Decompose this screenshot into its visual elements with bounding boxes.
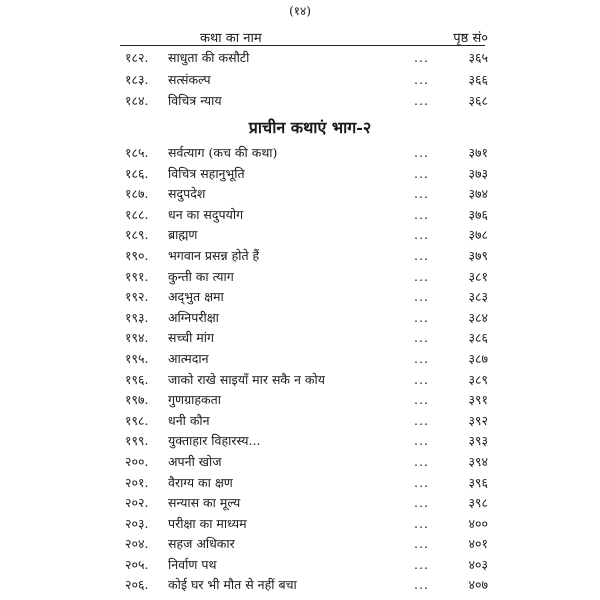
entry-leader-dots: ... xyxy=(414,93,429,108)
entry-number: २०१. xyxy=(125,474,149,490)
contents-entry xyxy=(0,47,600,69)
entry-number: १९८. xyxy=(125,412,149,428)
entry-title: वैराग्य का क्षण xyxy=(168,474,233,490)
contents-entry xyxy=(0,473,600,494)
contents-entry xyxy=(0,493,600,514)
entry-page-number: ३९४ xyxy=(468,453,488,469)
entry-leader-dots: ... xyxy=(414,165,429,181)
contents-list-main xyxy=(0,143,600,596)
entry-number: १८९. xyxy=(125,227,149,243)
entry-leader-dots: ... xyxy=(414,227,429,243)
entry-title: निर्वाण पथ xyxy=(168,556,217,572)
entry-number: २००. xyxy=(125,453,149,469)
entry-number: १८७. xyxy=(125,186,149,202)
entry-title: आत्मदान xyxy=(168,350,209,366)
contents-entry xyxy=(0,555,600,576)
entry-leader-dots: ... xyxy=(414,412,429,428)
entry-title: कुन्ती का त्याग xyxy=(168,268,234,284)
entry-leader-dots: ... xyxy=(414,330,429,346)
entry-page-number: ३८१ xyxy=(468,268,488,284)
entry-title: सर्वत्याग (कच की कथा) xyxy=(168,145,278,160)
entry-leader-dots: ... xyxy=(414,433,429,449)
entry-leader-dots: ... xyxy=(414,206,429,222)
entry-number: १९५. xyxy=(125,350,149,366)
entry-leader-dots: ... xyxy=(414,350,429,366)
contents-entry xyxy=(0,69,600,91)
contents-entry xyxy=(0,514,600,535)
contents-entry xyxy=(0,370,600,391)
entry-title: साधुता की कसौटी xyxy=(168,50,250,65)
entry-page-number: ३८६ xyxy=(468,330,488,346)
header-rule xyxy=(120,45,485,46)
entry-number: १८२. xyxy=(125,50,149,65)
entry-title: अग्निपरीक्षा xyxy=(168,309,219,325)
entry-title: धनी कौन xyxy=(168,412,210,428)
entry-number: १९६. xyxy=(125,371,149,387)
entry-number: १९९. xyxy=(125,433,149,449)
entry-title: विचित्र सहानुभूति xyxy=(168,165,245,181)
entry-page-number: ३९१ xyxy=(468,392,488,408)
entry-page-number: ३८३ xyxy=(468,289,488,305)
entry-number: १९७. xyxy=(125,392,149,408)
entry-page-number: ४०३ xyxy=(468,556,488,572)
entry-leader-dots: ... xyxy=(414,453,429,469)
entry-leader-dots: ... xyxy=(414,474,429,490)
entry-number: २०५. xyxy=(125,556,149,572)
contents-entry xyxy=(0,390,600,411)
header-page-number: पृष्ठ सं० xyxy=(453,31,488,46)
entry-title: ब्राह्मण xyxy=(168,227,198,243)
entry-page-number: ३६८ xyxy=(468,93,488,108)
entry-page-number: ४०७ xyxy=(468,577,488,593)
entry-leader-dots: ... xyxy=(414,515,429,531)
contents-entry xyxy=(0,143,600,164)
entry-page-number: ३७३ xyxy=(468,165,488,181)
entry-number: १८३. xyxy=(125,71,149,87)
entry-number: २०२. xyxy=(125,495,149,511)
entry-page-number: ३९८ xyxy=(468,495,488,511)
entry-page-number: ३९३ xyxy=(468,433,488,449)
entry-page-number: ३७९ xyxy=(468,247,488,263)
entry-page-number: ४०१ xyxy=(468,536,488,552)
contents-entry xyxy=(0,328,600,349)
entry-leader-dots: ... xyxy=(414,392,429,408)
contents-entry xyxy=(0,184,600,205)
entry-page-number: ३८४ xyxy=(468,309,488,325)
contents-entry xyxy=(0,287,600,308)
contents-entry xyxy=(0,267,600,288)
contents-entry xyxy=(0,205,600,226)
entry-title: गुणग्राहकता xyxy=(168,392,221,408)
entry-title: अद्‌भुत क्षमा xyxy=(168,289,224,305)
entry-number: १९४. xyxy=(125,330,149,346)
entry-page-number: ३७६ xyxy=(468,206,488,222)
entry-leader-dots: ... xyxy=(414,371,429,387)
entry-page-number: ३६५ xyxy=(468,50,488,65)
entry-title: सदुपदेश xyxy=(168,186,206,202)
entry-leader-dots: ... xyxy=(414,186,429,202)
entry-title: सहज अधिकार xyxy=(168,536,235,552)
entry-number: २०४. xyxy=(125,536,149,552)
contents-entry xyxy=(0,411,600,432)
entry-leader-dots: ... xyxy=(414,495,429,511)
entry-page-number: ३८७ xyxy=(468,350,488,366)
entry-title: विचित्र न्याय xyxy=(168,93,222,108)
entry-page-number: ३७८ xyxy=(468,227,488,243)
entry-leader-dots: ... xyxy=(414,289,429,305)
entry-number: १८५. xyxy=(125,145,149,160)
entry-leader-dots: ... xyxy=(414,556,429,572)
contents-entry xyxy=(0,164,600,185)
entry-leader-dots: ... xyxy=(414,577,429,593)
contents-entry xyxy=(0,431,600,452)
entry-number: १९२. xyxy=(125,289,149,305)
entry-page-number: ३७४ xyxy=(468,186,488,202)
entry-title: सन्यास का मूल्य xyxy=(168,495,241,511)
contents-entry xyxy=(0,308,600,329)
entry-title: युक्ताहार विहारस्य... xyxy=(168,433,261,449)
entry-page-number: ३९६ xyxy=(468,474,488,490)
entry-leader-dots: ... xyxy=(414,145,429,160)
entry-number: २०३. xyxy=(125,515,149,531)
entry-number: १९१. xyxy=(125,268,149,284)
section-heading: प्राचीन कथाएं भाग-२ xyxy=(248,118,372,137)
entry-number: १९३. xyxy=(125,309,149,325)
entry-leader-dots: ... xyxy=(414,50,429,65)
entry-number: १८६. xyxy=(125,165,149,181)
contents-entry xyxy=(0,575,600,596)
contents-entry xyxy=(0,90,600,112)
entry-number: १८४. xyxy=(125,93,149,108)
entry-page-number: ३७१ xyxy=(468,145,488,160)
entry-page-number: ३६६ xyxy=(468,71,488,87)
page-number: (१४) xyxy=(289,4,311,18)
header-story-name: कथा का नाम xyxy=(200,31,262,46)
entry-title: भगवान प्रसन्न होते हैं xyxy=(168,247,260,263)
entry-page-number: ३९२ xyxy=(468,412,488,428)
entry-leader-dots: ... xyxy=(414,309,429,325)
entry-page-number: ४०० xyxy=(468,515,488,531)
contents-entry xyxy=(0,534,600,555)
contents-entry xyxy=(0,349,600,370)
entry-leader-dots: ... xyxy=(414,268,429,284)
entry-number: १९०. xyxy=(125,247,149,263)
entry-number: १८८. xyxy=(125,206,149,222)
entry-leader-dots: ... xyxy=(414,71,429,87)
entry-page-number: ३८९ xyxy=(468,371,488,387)
entry-title: कोई घर भी मौत से नहीं बचा xyxy=(168,577,297,593)
contents-entry xyxy=(0,452,600,473)
entry-leader-dots: ... xyxy=(414,247,429,263)
entry-leader-dots: ... xyxy=(414,536,429,552)
entry-number: २०६. xyxy=(125,577,149,593)
contents-entry xyxy=(0,225,600,246)
contents-entry xyxy=(0,246,600,267)
entry-title: परीक्षा का माध्यम xyxy=(168,515,247,531)
contents-list-top xyxy=(0,47,600,112)
entry-title: जाको राखे साइयाँ मार सकै न कोय xyxy=(168,371,325,387)
entry-title: धन का सदुपयोग xyxy=(168,206,244,222)
entry-title: सत्संकल्प xyxy=(168,71,211,87)
entry-title: सच्ची मांग xyxy=(168,330,215,346)
entry-title: अपनी खोज xyxy=(168,453,222,469)
